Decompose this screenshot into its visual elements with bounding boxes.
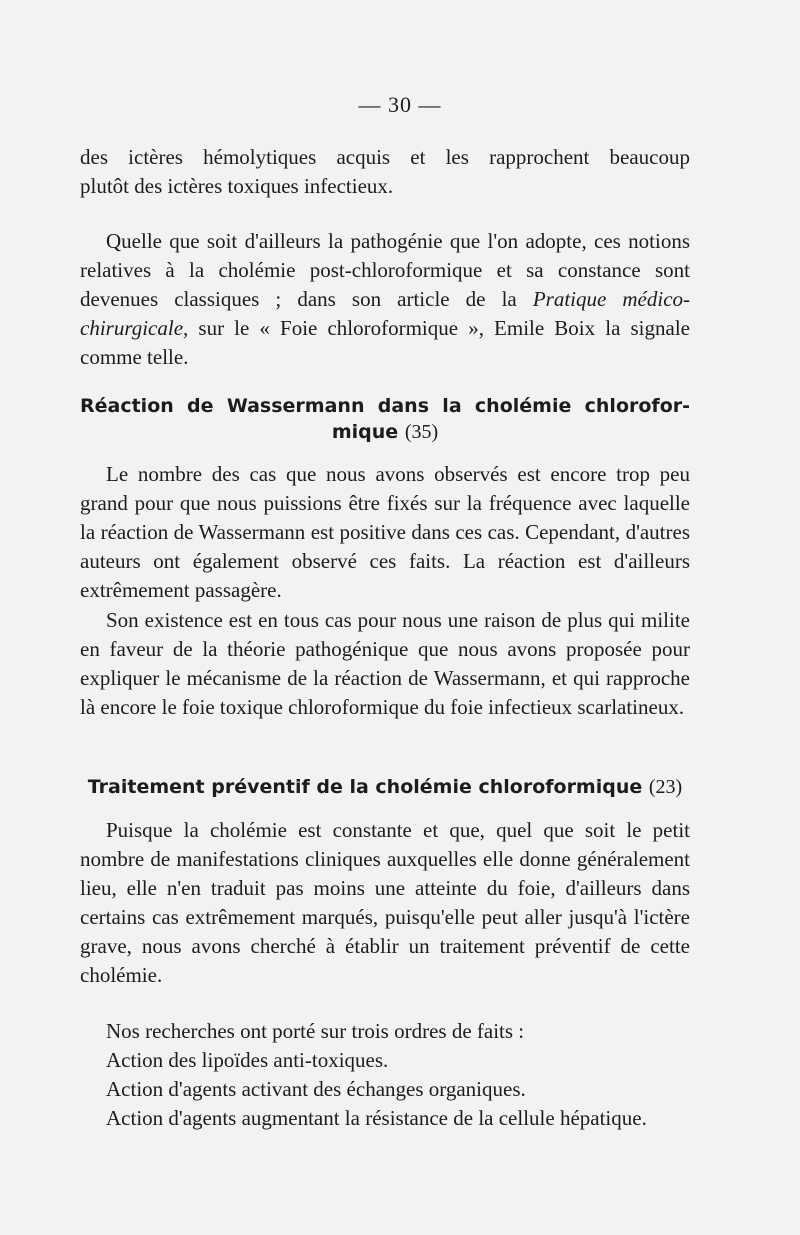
section-heading-line	[80, 419, 690, 445]
paragraph-text: Puisque la cholémie est constante et que, quel que soit le petit nombre de manifestations cliniques auxquelles elle donne généralement lieu, elle n'en traduit pas moins une atteinte du foie, d'ailleurs dans certains cas extrêmement marqués, puisqu'elle peut aller jusqu'à l'ictère grave, nous avons cherché à établir un traitement préventif de cette cholémie.	[80, 818, 690, 987]
paragraph-pathogenie	[80, 227, 690, 372]
section-heading-line	[80, 774, 690, 800]
paragraph-text-part: Quelle que soit d'ailleurs la pathogénie que l'on adopte, ces notions relatives à la cholémie post-chloroformique et sa constance sont devenues classiques ; dans son article de la	[80, 229, 690, 311]
paragraph-continuation	[80, 143, 690, 201]
paragraph-cholemie	[80, 816, 690, 990]
reference-number: (23)	[648, 776, 683, 798]
paragraph-recherches	[80, 1017, 690, 1046]
reference-number: (35)	[404, 421, 439, 443]
paragraph-existence	[80, 606, 690, 722]
list	[80, 1046, 690, 1133]
section-heading-line: Réaction de Wassermann dans la cholémie chlorofor-	[80, 395, 690, 417]
section-heading-text: Traitement préventif de la cholémie chloroformique	[87, 776, 643, 798]
paragraph-text: Son existence est en tous cas pour nous une raison de plus qui milite en faveur de la théorie pathogénique que nous avons proposée pour expliquer le mécanisme de la réaction de Wassermann, et qui rapproche là encore le foie toxique chloroformique du foie infectieux scarlatineux.	[80, 608, 690, 719]
paragraph-text	[80, 227, 690, 372]
section-heading-wassermann	[80, 393, 690, 445]
list-item: Action des lipoïdes anti-toxiques.	[106, 1048, 389, 1072]
page-number: — 30 —	[358, 92, 442, 117]
paragraph-line: plutôt des ictères toxiques infectieux.	[80, 174, 394, 198]
paragraph-text-part: sur le « Foie chloroformique », Emile Boix la signale comme telle.	[80, 316, 690, 369]
section-heading-text: mique	[331, 421, 399, 443]
paragraph-cas-observes	[80, 460, 690, 605]
list-item: Action d'agents activant des échanges organiques.	[106, 1077, 526, 1101]
italic-title: Pratique médico-chirurgicale,	[80, 287, 691, 340]
list-item: Action d'agents augmentant la résistance de la cellule hépatique.	[106, 1106, 647, 1130]
section-heading-traitement	[80, 774, 690, 800]
paragraph-text: Nos recherches ont porté sur trois ordres de faits :	[106, 1019, 525, 1043]
paragraph-line: des ictères hémolytiques acquis et les rapprochent beaucoup	[80, 145, 690, 169]
paragraph-text: Le nombre des cas que nous avons observés est encore trop peu grand pour que nous puissions être fixés sur la fréquence avec laquelle la réaction de Wassermann est positive dans ces cas. Cependant, d'autres auteurs ont également observé ces faits. La réaction est d'ailleurs extrêmement passagère.	[80, 462, 690, 602]
